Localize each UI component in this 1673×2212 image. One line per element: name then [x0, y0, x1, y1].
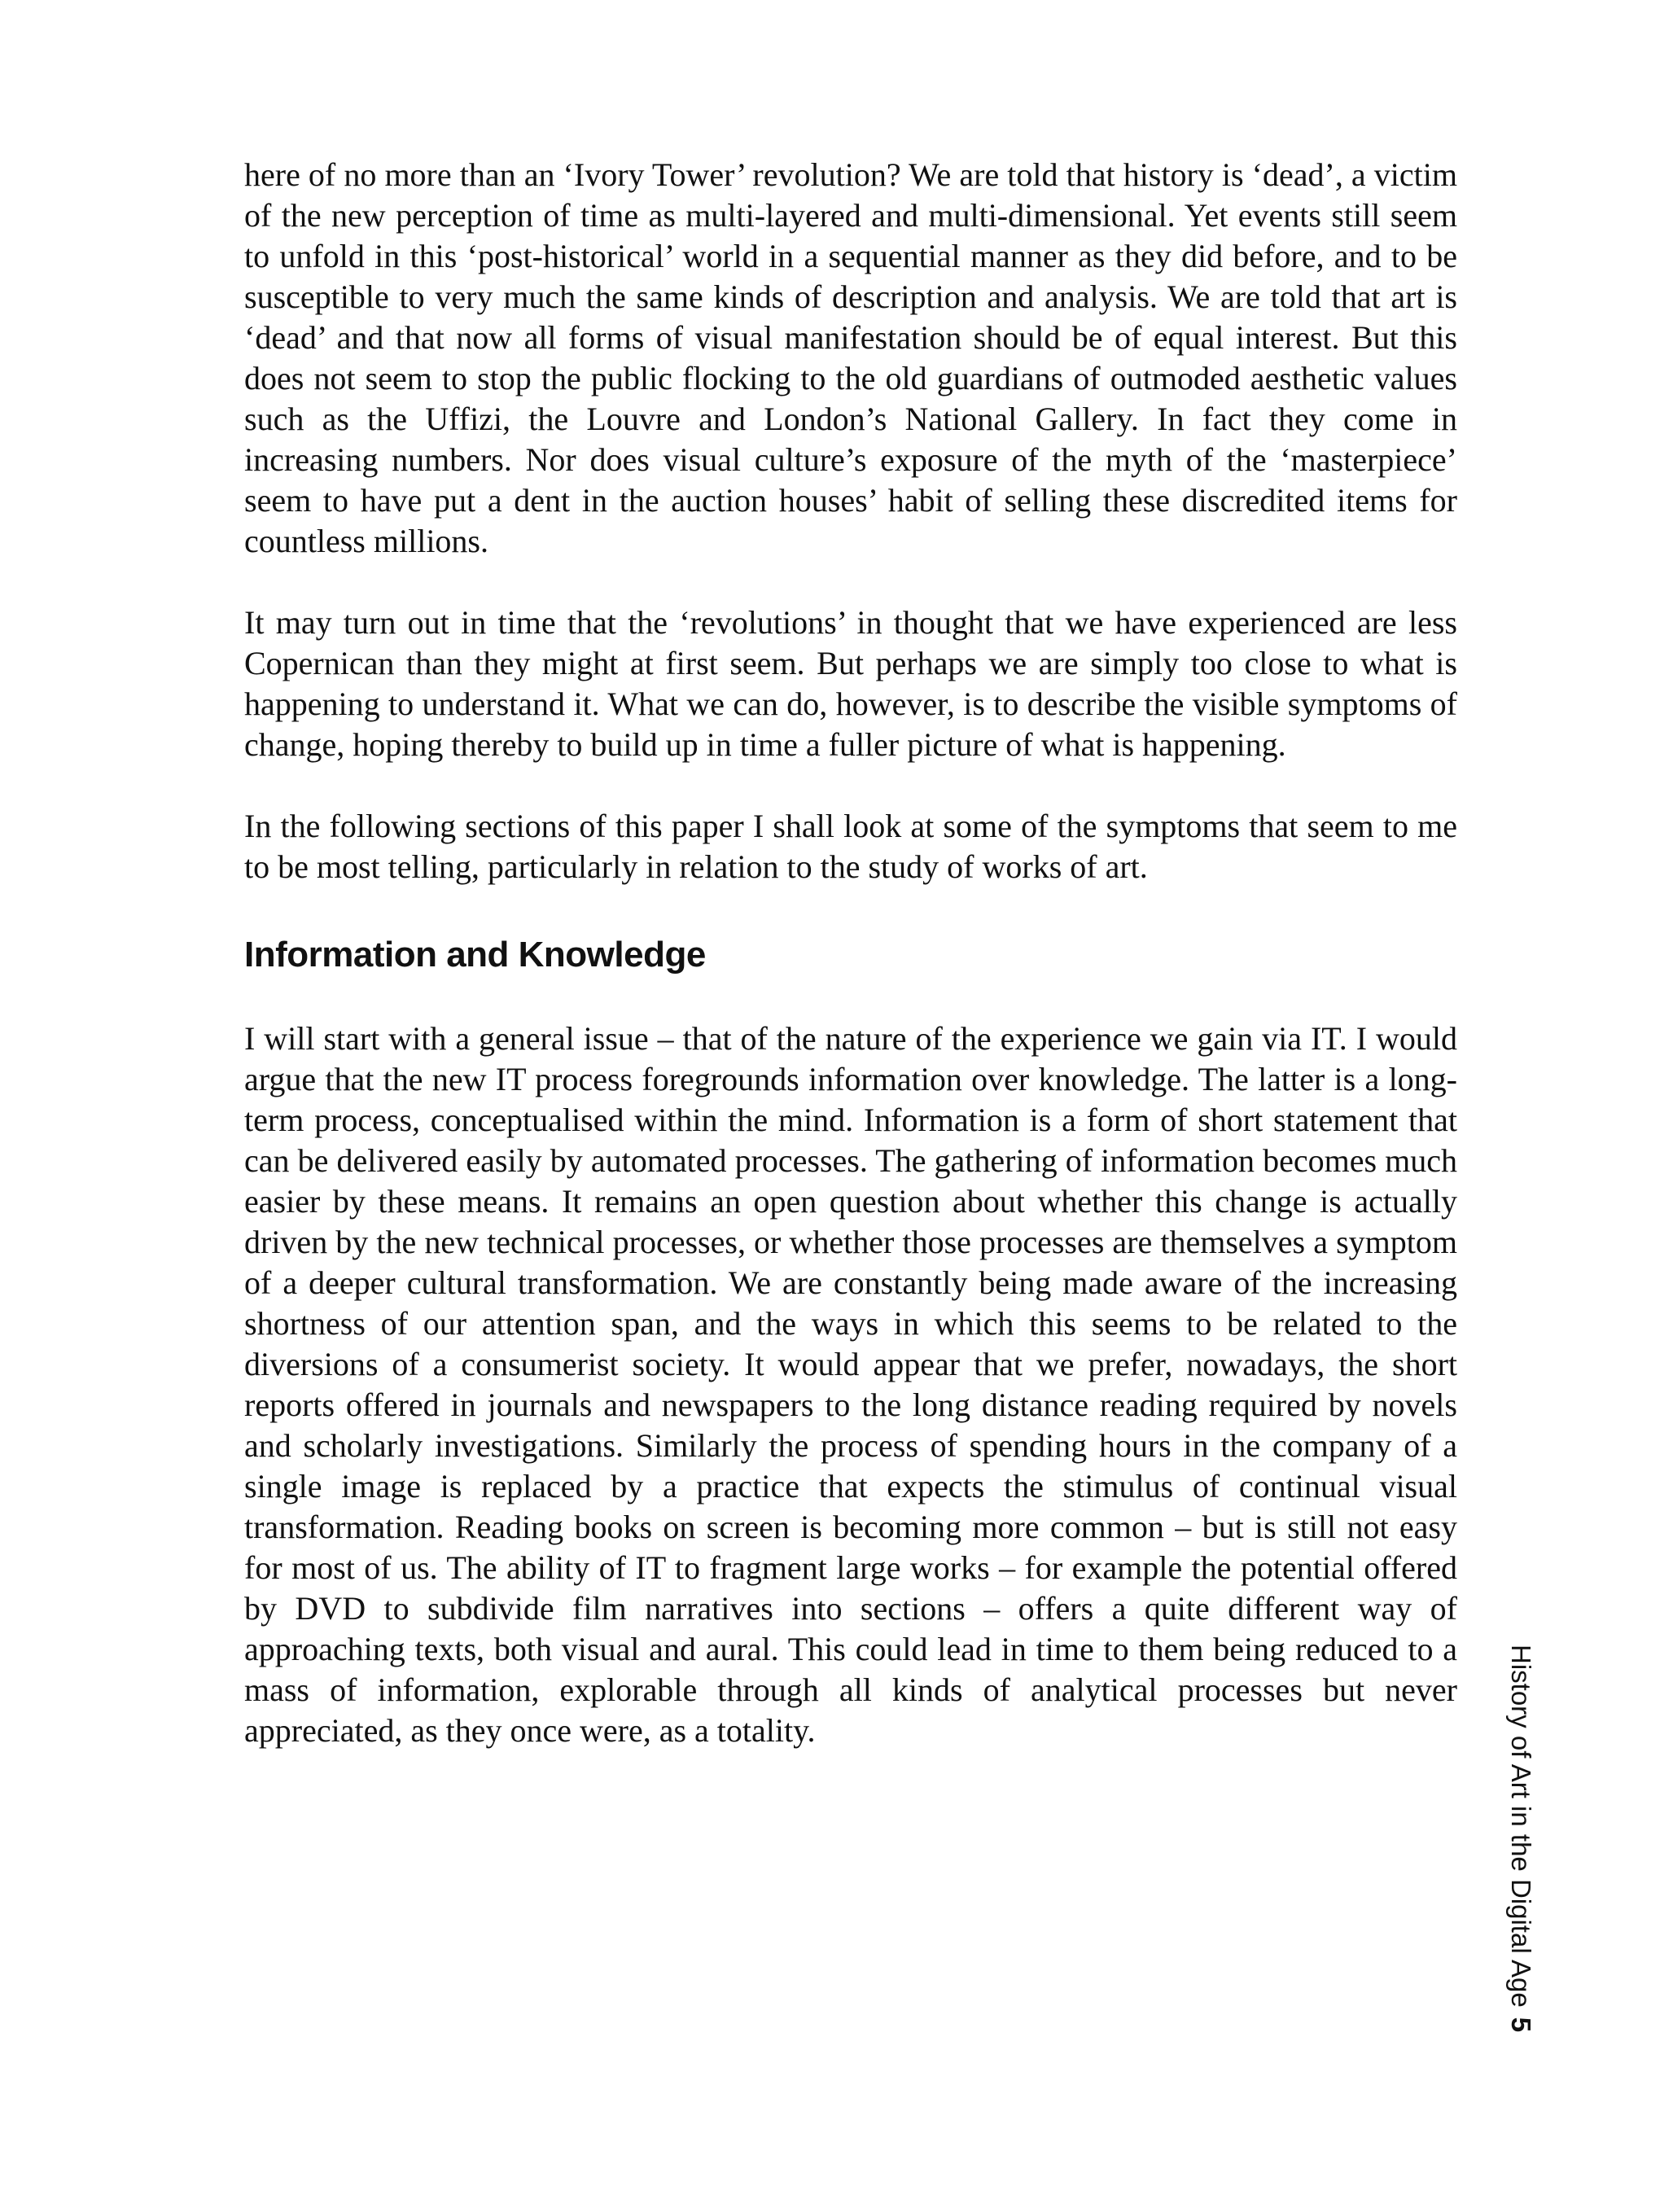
- running-footer: [1496, 1645, 1545, 2100]
- body-paragraph-1: here of no more than an ‘Ivory Tower’ revolution? We are told that history is ‘dead’, a victim of the new perception of time as multi-layered and multi-dimensional. Yet events still seem to unfold in this ‘post-historical’ world in a sequential manner as they did before, and to be susceptible to very much the same kinds of description and analysis. We are told that art is ‘dead’ and that now all forms of visual manifestation should be of equal interest. But this does not seem to stop the public flocking to the old guardians of outmoded aesthetic values such as the Uffizi, the Louvre and London’s National Gallery. In fact they come in increasing numbers. Nor does visual culture’s exposure of the myth of the ‘masterpiece’ seem to have put a dent in the auction houses’ habit of selling these discredited items for countless millions.: [244, 156, 1457, 559]
- section-heading: Information and Knowledge: [244, 935, 706, 975]
- body-paragraph-2: It may turn out in time that the ‘revolutions’ in thought that we have experienced are less Copernican than they might at first seem. But perhaps we are simply too close to what is happening to understand it. What we can do, however, is to describe the visible symptoms of change, hoping thereby to build up in time a fuller picture of what is happening.: [244, 604, 1457, 763]
- running-title: History of Art in the Digital Age: [1506, 1645, 1536, 2008]
- page-number: 5: [1506, 2017, 1536, 2033]
- page-body: [244, 155, 1457, 1792]
- section-paragraph: I will start with a general issue – that of the nature of the experience we gain via IT. I would argue that the new IT process foregrounds information over knowledge. The latter is a long-term process, conceptualised within the mind. Information is a form of short statement that can be delivered easily by automated processes. The gathering of information becomes much easier by these means. It remains an open question about whether this change is actually driven by the new technical processes, or whether those processes are themselves a symptom of a deeper cultural transformation. We are constantly being made aware of the increasing shortness of our attention span, and the ways in which this seems to be related to the diversions of a consumerist society. It would appear that we prefer, nowadays, the short reports offered in journals and newspapers to the long distance reading required by novels and scholarly investigations. Similarly the process of spending hours in the company of a single image is replaced by a practice that expects the stimulus of continual visual transformation. Reading books on screen is becoming more common – but is still not easy for most of us. The ability of IT to fragment large works – for example the potential offered by DVD to subdivide film narratives into sections – offers a quite different way of approaching texts, both visual and aural. This could lead in time to them being reduced to a mass of information, explorable through all kinds of analytical processes but never appreciated, as they once were, as a totality.: [244, 1020, 1457, 1749]
- body-paragraph-3: In the following sections of this paper I shall look at some of the symptoms that seem to me to be most telling, particularly in relation to the study of works of art.: [244, 808, 1457, 885]
